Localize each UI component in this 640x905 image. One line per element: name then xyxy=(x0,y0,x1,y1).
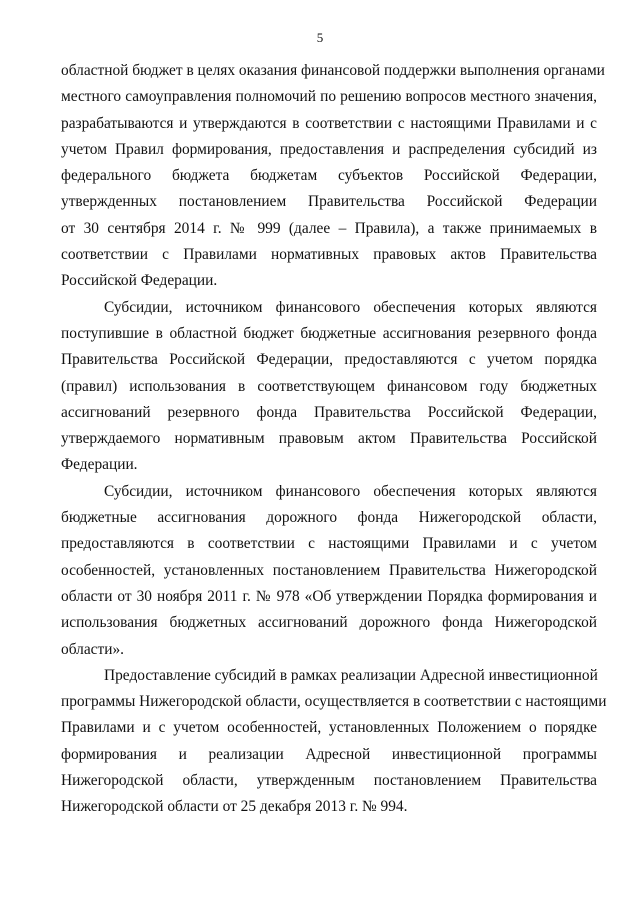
text-line: Правилами и с учетом особенностей, установленных Положением о порядке xyxy=(61,719,597,737)
document-body xyxy=(61,58,607,821)
text-line: областной бюджет в целях оказания финансовой поддержки выполнения органами xyxy=(61,62,605,79)
text-line: Субсидии, источником финансового обеспечения которых являются xyxy=(104,482,597,500)
text-line: программы Нижегородской области, осуществляется в соответствии с настоящими xyxy=(61,693,607,711)
text-line: Субсидии, источником финансового обеспечения которых являются xyxy=(104,298,597,316)
text-line: соответствии с Правилами нормативных правовых актов Правительства xyxy=(61,246,597,264)
text-line: (правил) использования в соответствующем финансовом году бюджетных xyxy=(61,377,597,395)
text-line: разрабатываются и утверждаются в соответствии с настоящими Правилами и с xyxy=(61,114,597,132)
text-line: особенностей, установленных постановлением Правительства Нижегородской xyxy=(61,561,597,579)
text-line: ассигнований резервного фонда Правительства Российской Федерации, xyxy=(61,403,597,421)
text-line: Российской Федерации. xyxy=(61,272,218,290)
text-line: федерального бюджета бюджетам субъектов Российской Федерации, xyxy=(61,167,597,185)
text-line: формирования и реализации Адресной инвестиционной программы xyxy=(61,745,597,763)
text-line: местного самоуправления полномочий по решению вопросов местного значения, xyxy=(61,88,597,106)
paragraph-4 xyxy=(61,663,607,821)
paragraph-3 xyxy=(61,479,597,663)
paragraph-1 xyxy=(61,58,605,295)
text-line: Предоставление субсидий в рамках реализации Адресной инвестиционной xyxy=(104,666,598,684)
text-line: бюджетные ассигнования дорожного фонда Нижегородской области, xyxy=(61,509,597,527)
page-number: 5 xyxy=(316,30,324,45)
text-line: учетом Правил формирования, предоставления и распределения субсидий из xyxy=(61,140,597,158)
text-line: области». xyxy=(61,640,124,658)
text-line: области от 30 ноября 2011 г. № 978 «Об утверждении Порядка формирования и xyxy=(61,587,597,605)
text-line: использования бюджетных ассигнований дорожного фонда Нижегородской xyxy=(61,614,597,632)
paragraph-2 xyxy=(61,295,597,479)
text-line: предоставляются в соответствии с настоящими Правилами и с учетом xyxy=(61,535,597,553)
text-line: от 30 сентября 2014 г. № 999 (далее – Правила), а также принимаемых в xyxy=(61,219,597,237)
text-line: Федерации. xyxy=(61,456,138,474)
text-line: утверждаемого нормативным правовым актом Правительства Российской xyxy=(61,430,597,448)
text-line: поступившие в областной бюджет бюджетные ассигнования резервного фонда xyxy=(61,324,597,342)
text-line: Правительства Российской Федерации, предоставляются с учетом порядка xyxy=(61,351,597,369)
text-line: Нижегородской области, утвержденным постановлением Правительства xyxy=(61,772,597,790)
text-line: утвержденных постановлением Правительства Российской Федерации xyxy=(61,193,597,211)
text-line: Нижегородской области от 25 декабря 2013 г. № 994. xyxy=(61,798,408,816)
